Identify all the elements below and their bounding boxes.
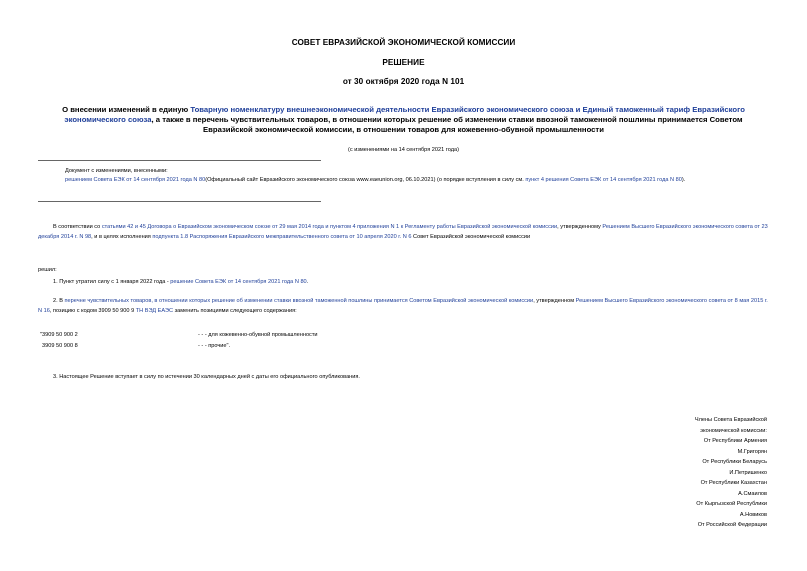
preamble-link-treaty[interactable]: статьями 42 и 45 Договора о Евразийском экономическом союзе от 29 мая 2014 года и пунктом 4 приложения N 1 к Регламенту работы Евразийской экономической комиссии	[101, 224, 558, 230]
item1-text-2: .	[306, 279, 309, 285]
changes-link-decision-80[interactable]: решением Совета ЕЭК от 14 сентября 2021 года N 80	[65, 177, 206, 183]
signature-line: А.Смаилов	[738, 490, 767, 497]
document-title	[42, 105, 765, 135]
signature-line: От Республики Беларусь	[702, 459, 767, 465]
item1-link-decision-80[interactable]: решение Совета ЕЭК от 14 сентября 2021 года N 80	[170, 279, 307, 285]
code-row-2-code: 3909 50 900 8	[42, 343, 78, 349]
revision-note: (с изменениями на 14 сентября 2021 года)	[348, 147, 459, 153]
title-link-tnved[interactable]: Товарную номенклатуру внешнеэкономической деятельности Евразийского экономического союза и Единый таможенный тариф Евразийского экономического союза	[64, 105, 745, 124]
signature-line: От Российской Федерации	[697, 522, 767, 528]
preamble-link-order-6[interactable]: подпункта 1.8 Распоряжения Евразийского межправительственного совета от 10 апреля 2020 г. N 6	[152, 233, 412, 240]
preamble-text-1: В соответствии со	[53, 224, 102, 230]
item3-text: 3. Настоящее Решение вступает в силу по истечении 30 календарных дней с даты его официального опубликования.	[53, 374, 360, 380]
org-heading: СОВЕТ ЕВРАЗИЙСКОЙ ЭКОНОМИЧЕСКОЙ КОМИССИИ	[291, 38, 516, 47]
item2-link-decision-16[interactable]: Решением Высшего Евразийского экономического совета от 8 мая 2015 г. N 16	[38, 298, 768, 314]
code-row-1-code: "3909 50 900 2	[40, 332, 78, 338]
signature-block	[567, 415, 767, 531]
signature-line: И.Петришенко	[729, 469, 767, 476]
item-2	[38, 297, 770, 316]
signature-line: От Кыргызской Республики	[696, 501, 767, 507]
signature-line: От Республики Казахстан	[700, 480, 767, 486]
signature-line: экономической комиссии:	[700, 427, 767, 434]
title-text-1: О внесении изменений в единую	[62, 105, 191, 114]
item2-text-1: 2. В	[53, 298, 65, 304]
preamble-link-decision-98[interactable]: Решением Высшего Евразийского экономического совета от 23 декабря 2014 г. N 98	[38, 224, 768, 240]
changes-link-item4[interactable]: пункт 4 решения Совета ЕЭК от 14 сентября 2021 года N 80	[525, 177, 682, 183]
code-row-1-desc: - - - для кожевенно-обувной промышленности	[198, 332, 318, 338]
changes-text-1: (Официальный сайт Евразийского экономического союза www.eaeunion.org, 06.10.2021) (о порядке вступления в силу см.	[205, 177, 526, 183]
item-3	[38, 373, 770, 383]
signature-line: М.Григорян	[737, 448, 767, 455]
preamble-text-2: , утвержденному	[557, 224, 603, 230]
item1-text-1: 1. Пункт утратил силу с 1 января 2022 года -	[53, 279, 171, 285]
item-1	[38, 278, 770, 288]
changes-text-2: ).	[681, 177, 686, 183]
divider-bottom	[38, 201, 321, 202]
date-number-heading: от 30 октября 2020 года N 101	[342, 77, 465, 86]
divider-top	[38, 160, 321, 161]
changes-note	[52, 167, 772, 185]
preamble-text-3: , и в целях исполнения	[91, 233, 153, 240]
doc-type-heading: РЕШЕНИЕ	[382, 58, 425, 67]
changes-label: Документ с изменениями, внесенными:	[65, 168, 168, 174]
item2-link-sensitive-goods[interactable]: перечне чувствительных товаров, в отношении которых решение об изменении ставки ввозной таможенной пошлины принимается Советом Евразийской экономической комиссии	[64, 298, 534, 304]
item2-text-3: , позицию с кодом 3909 50 900 9	[49, 307, 136, 314]
title-text-2: , а также в перечень чувствительных товаров, в отношении которых решение об изменении ставки ввозной таможенной пошлины принимается Советом Евразийской экономической комиссии, в отношении товаров для кожевенно-обувной промышленности	[151, 115, 743, 134]
item2-text-4: заменить позициями следующего содержания:	[173, 307, 297, 314]
signature-line: А.Новиков	[739, 511, 767, 518]
item2-link-tnved[interactable]: ТН ВЭД ЕАЭС	[135, 307, 174, 314]
code-row-2-desc: - - - прочие".	[198, 343, 231, 349]
decided-label: решил:	[38, 267, 57, 273]
signature-line: Члены Совета Евразийской	[694, 417, 767, 423]
preamble	[38, 223, 770, 242]
signature-line: От Республики Армения	[703, 438, 767, 444]
preamble-text-4: Совет Евразийской экономической комиссии	[411, 233, 531, 240]
item2-text-2: , утвержденном	[533, 298, 576, 304]
